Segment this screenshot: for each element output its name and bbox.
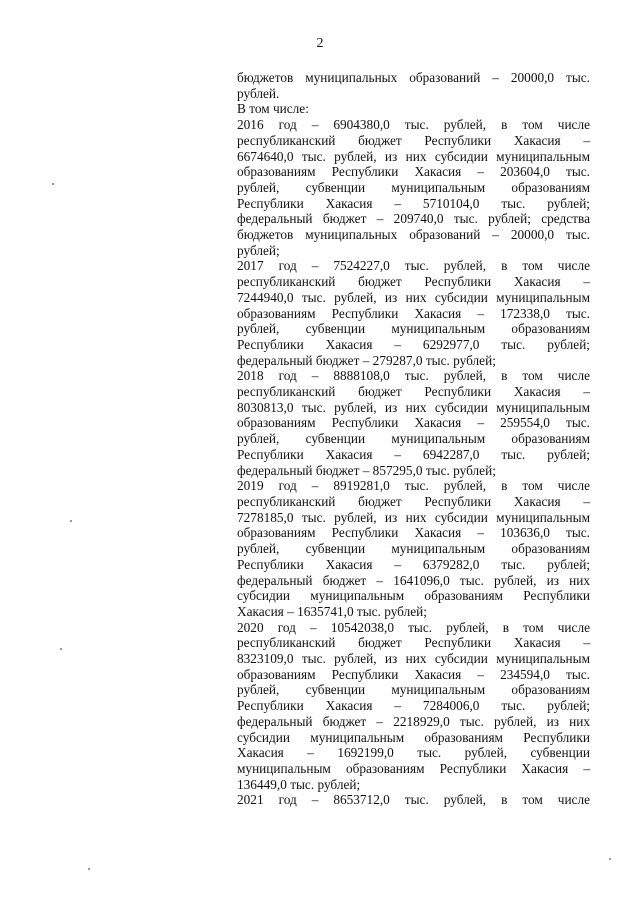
text-line: Республики Хакасия – 5710104,0 тыс. рублей;: [237, 195, 590, 211]
text-line: 6674640,0 тыс. рублей, из них субсидии муниципальным: [237, 148, 590, 164]
scan-speck: [609, 858, 611, 860]
text-line: федеральный бюджет – 857295,0 тыс. рублей;: [237, 462, 496, 478]
text-line: образованиям Республики Хакасия – 234594,0 тыс.: [237, 666, 590, 682]
text-line: федеральный бюджет – 279287,0 тыс. рублей;: [237, 352, 496, 368]
text-line: рублей, субвенции муниципальным образованиям: [237, 541, 590, 557]
text-line: образованиям Республики Хакасия – 172338,0 тыс.: [237, 305, 590, 321]
text-line: Республики Хакасия – 6292977,0 тыс. рублей;: [237, 336, 590, 352]
text-line: муниципальным образованиям Республики Хакасия –: [237, 760, 590, 776]
text-line: субсидии муниципальным образованиям Республики: [237, 588, 590, 604]
text-line: Хакасия – 1635741,0 тыс. рублей;: [237, 603, 427, 619]
text-line: Хакасия – 1692199,0 тыс. рублей, субвенции: [237, 745, 590, 761]
text-line: бюджетов муниципальных образований – 20000,0 тыс.: [237, 227, 590, 243]
text-line: 7244940,0 тыс. рублей, из них субсидии муниципальным: [237, 289, 590, 305]
text-line: 2021 год – 8653712,0 тыс. рублей, в том числе: [237, 792, 590, 808]
text-line: образованиям Республики Хакасия – 103636,0 тыс.: [237, 525, 590, 541]
text-line: 2019 год – 8919281,0 тыс. рублей, в том числе: [237, 478, 590, 494]
text-line: Республики Хакасия – 7284006,0 тыс. рублей;: [237, 698, 590, 714]
scan-speck: [60, 648, 62, 650]
text-line: рублей, субвенции муниципальным образованиям: [237, 431, 590, 447]
text-line: рублей;: [237, 242, 280, 258]
text-line: 2016 год – 6904380,0 тыс. рублей, в том числе: [237, 117, 590, 133]
text-line: субсидии муниципальным образованиям Республики: [237, 729, 590, 745]
scan-speck: [52, 183, 54, 185]
text-line: республиканский бюджет Республики Хакасия –: [237, 132, 590, 148]
text-line: федеральный бюджет – 209740,0 тыс. рублей; средства: [237, 211, 590, 227]
text-line: рублей, субвенции муниципальным образованиям: [237, 682, 590, 698]
text-line: республиканский бюджет Республики Хакасия –: [237, 493, 590, 509]
text-line: 2018 год – 8888108,0 тыс. рублей, в том числе: [237, 368, 590, 384]
text-line: 2017 год – 7524227,0 тыс. рублей, в том числе: [237, 258, 590, 274]
text-line: республиканский бюджет Республики Хакасия –: [237, 384, 590, 400]
text-line: Республики Хакасия – 6379282,0 тыс. рублей;: [237, 556, 590, 572]
text-line: рублей, субвенции муниципальным образованиям: [237, 179, 590, 195]
text-line: республиканский бюджет Республики Хакасия –: [237, 274, 590, 290]
text-line: образованиям Республики Хакасия – 259554,0 тыс.: [237, 415, 590, 431]
text-line: 7278185,0 тыс. рублей, из них субсидии муниципальным: [237, 509, 590, 525]
text-line: федеральный бюджет – 1641096,0 тыс. рублей, из них: [237, 572, 590, 588]
text-line: 2020 год – 10542038,0 тыс. рублей, в том числе: [237, 619, 590, 635]
text-line: федеральный бюджет – 2218929,0 тыс. рублей, из них: [237, 713, 590, 729]
text-line: 136449,0 тыс. рублей;: [237, 776, 361, 792]
text-line: В том числе:: [237, 101, 309, 117]
text-line: бюджетов муниципальных образований – 20000,0 тыс.: [237, 70, 590, 85]
text-line: рублей.: [237, 85, 280, 101]
text-line: 8030813,0 тыс. рублей, из них субсидии муниципальным: [237, 399, 590, 415]
page-number: 2: [316, 36, 324, 51]
text-line: 8323109,0 тыс. рублей, из них субсидии муниципальным: [237, 651, 590, 667]
text-line: республиканский бюджет Республики Хакасия –: [237, 635, 590, 651]
text-line: образованиям Республики Хакасия – 203604,0 тыс.: [237, 164, 590, 180]
text-line: Республики Хакасия – 6942287,0 тыс. рублей;: [237, 446, 590, 462]
scan-speck: [70, 520, 72, 522]
scan-speck: [88, 868, 90, 870]
text-line: рублей, субвенции муниципальным образованиям: [237, 321, 590, 337]
document-body-text: [237, 70, 590, 808]
